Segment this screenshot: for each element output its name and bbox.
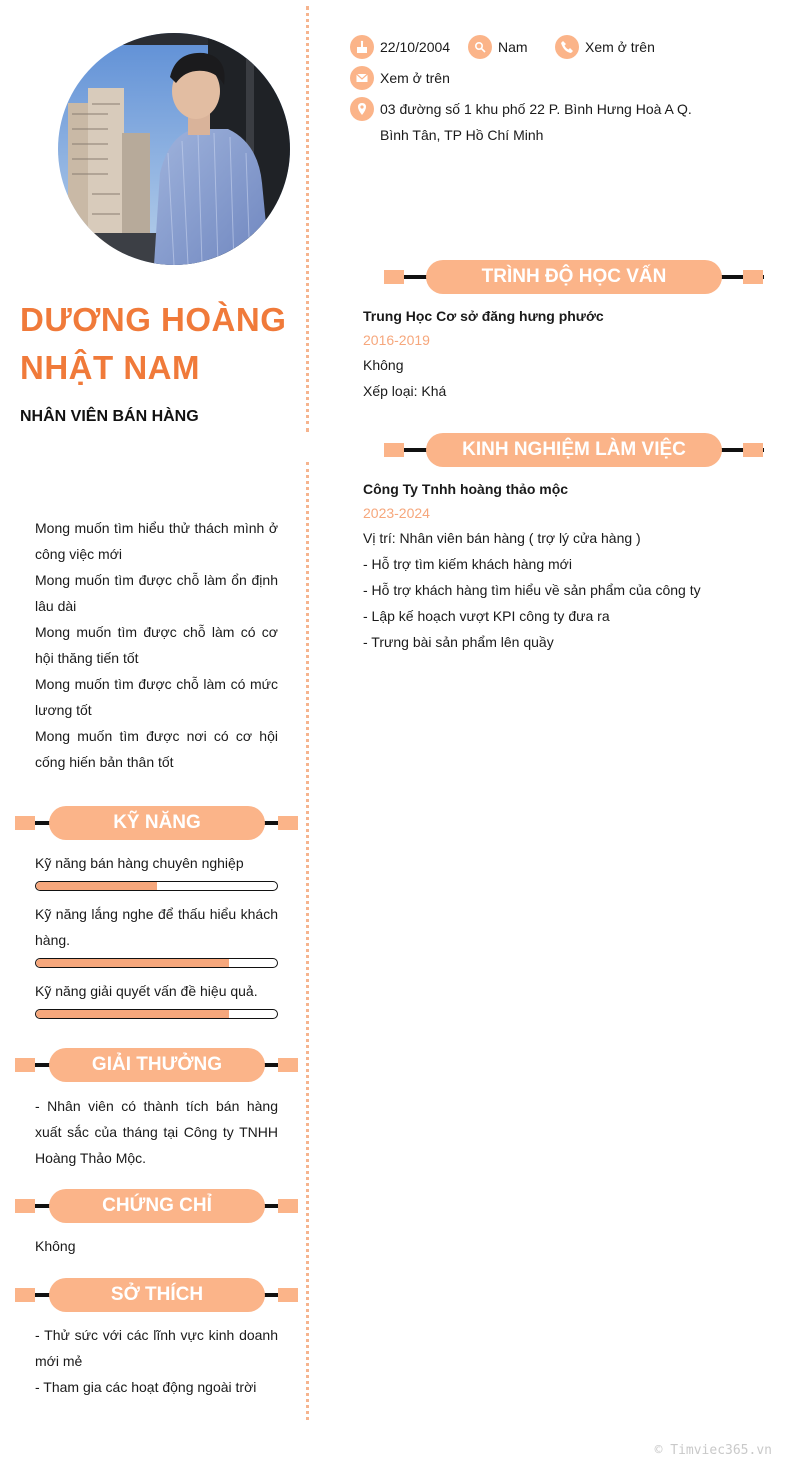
header-cap-left [15, 816, 35, 830]
phone-row [555, 35, 655, 59]
address-line-1: 03 đường số 1 khu phố 22 P. Bình Hưng Hoà A Q. [380, 101, 692, 117]
education-entry [363, 304, 763, 404]
objective-item: Mong muốn tìm được chỗ làm ổn định lâu dài [35, 572, 278, 614]
certificates-content [35, 1233, 278, 1259]
company-name: Công Ty Tnhh hoàng thảo mộc [363, 481, 569, 497]
experience-period: 2023-2024 [363, 505, 430, 521]
hobby-item: - Thử sức với các lĩnh vực kinh doanh mới mẻ [35, 1327, 278, 1369]
gender-icon [468, 35, 492, 59]
experience-line: - Hỗ trợ tìm kiếm khách hàng mới [363, 556, 572, 572]
awards-content [35, 1093, 278, 1171]
education-grade: Xếp loại: Khá [363, 383, 447, 399]
email-icon [350, 66, 374, 90]
address-row [350, 97, 692, 148]
birthday-row [350, 35, 450, 59]
education-title: TRÌNH ĐỘ HỌC VẤN [426, 260, 722, 294]
candidate-name: DƯƠNG HOÀNG NHẬT NAM [20, 301, 287, 386]
awards-title: GIẢI THƯỞNG [49, 1048, 265, 1082]
skill-level-fill [36, 882, 157, 890]
skill-label: Kỹ năng bán hàng chuyên nghiệp [35, 855, 244, 871]
header-cap-right [278, 816, 298, 830]
skill-level-bar [35, 881, 278, 891]
header-cap-left [384, 270, 404, 284]
birthday-value: 22/10/2004 [380, 39, 451, 55]
hobby-item: - Tham gia các hoạt động ngoài trời [35, 1379, 257, 1395]
address-line-2: Bình Tân, TP Hồ Chí Minh [380, 127, 544, 143]
school-name: Trung Học Cơ sở đăng hưng phước [363, 308, 604, 324]
header-cap-left [384, 443, 404, 457]
skills-section-header [15, 806, 298, 840]
experience-line: - Trưng bài sản phẩm lên quầy [363, 634, 554, 650]
skill-item [35, 850, 278, 876]
gender-row [468, 35, 528, 59]
header-cap-right [743, 443, 763, 457]
footer-watermark: © Timviec365.vn [654, 1443, 772, 1458]
column-divider-bottom [306, 462, 309, 1420]
column-divider-top [306, 6, 309, 432]
hobbies-content [35, 1322, 278, 1400]
gender-value: Nam [498, 39, 528, 55]
skill-label: Kỹ năng giải quyết vấn đề hiệu quả. [35, 983, 258, 999]
certificates-title: CHỨNG CHỈ [49, 1189, 265, 1223]
skill-item [35, 901, 278, 953]
awards-text: - Nhân viên có thành tích bán hàng xuất sắc của tháng tại Công ty TNHH Hoàng Thảo Mộc. [35, 1098, 278, 1166]
email-value: Xem ở trên [380, 70, 450, 86]
profile-photo [58, 33, 290, 265]
certificates-section-header [15, 1189, 298, 1223]
map-pin-icon [350, 97, 374, 121]
career-objectives [35, 515, 278, 775]
education-period: 2016-2019 [363, 332, 430, 348]
skill-level-fill [36, 1010, 229, 1018]
experience-section-header [384, 433, 764, 467]
objective-item: Mong muốn tìm được chỗ làm có cơ hội thăng tiến tốt [35, 624, 278, 666]
skill-level-fill [36, 959, 229, 967]
phone-value: Xem ở trên [585, 39, 655, 55]
header-cap-right [743, 270, 763, 284]
phone-icon [555, 35, 579, 59]
awards-section-header [15, 1048, 298, 1082]
hobbies-title: SỞ THÍCH [49, 1278, 265, 1312]
experience-line: - Hỗ trợ khách hàng tìm hiểu về sản phẩm của công ty [363, 582, 701, 598]
objective-item: Mong muốn tìm được chỗ làm có mức lương tốt [35, 676, 278, 718]
hobbies-section-header [15, 1278, 298, 1312]
header-cap-left [15, 1058, 35, 1072]
experience-line: - Lập kế hoạch vượt KPI công ty đưa ra [363, 608, 610, 624]
skill-item [35, 978, 278, 1004]
objective-item: Mong muốn tìm hiểu thử thách mình ở công việc mới [35, 520, 278, 562]
header-cap-right [278, 1199, 298, 1213]
header-cap-left [15, 1288, 35, 1302]
certificates-text: Không [35, 1238, 76, 1254]
experience-entry [363, 477, 763, 655]
skills-title: KỸ NĂNG [49, 806, 265, 840]
skill-level-bar [35, 958, 278, 968]
email-row [350, 66, 450, 90]
objective-item: Mong muốn tìm được nơi có cơ hội cống hiến bản thân tốt [35, 728, 278, 770]
header-cap-left [15, 1199, 35, 1213]
education-section-header [384, 260, 764, 294]
header-cap-right [278, 1288, 298, 1302]
header-cap-right [278, 1058, 298, 1072]
experience-line: Vị trí: Nhân viên bán hàng ( trợ lý cửa hàng ) [363, 530, 641, 546]
skill-level-bar [35, 1009, 278, 1019]
skill-label: Kỹ năng lắng nghe để thấu hiểu khách hàng. [35, 906, 278, 948]
job-title: NHÂN VIÊN BÁN HÀNG [20, 408, 199, 425]
experience-title: KINH NGHIỆM LÀM VIỆC [426, 433, 722, 467]
birthday-cake-icon [350, 35, 374, 59]
education-detail: Không [363, 357, 404, 373]
